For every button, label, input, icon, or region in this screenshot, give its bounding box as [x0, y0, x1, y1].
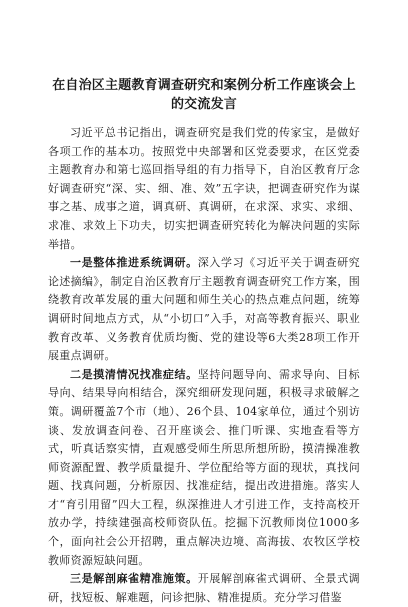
paragraph-text: 坚持问题导向、需求导向、目标导向、结果导向相结合，深究细研发现问题，积极寻求破解之策。调研覆盖7个市（地）、26个县、104家单位，通过个别访谈、发放调查问卷、召开座谈会、推门听课、实地查看等方式，听真话察实情，直观感受师生所思所想所盼，摸清操准教师资源配置、教学质量提升、学位配给等方面的现状，真找问题、找真问题，分析原因、找准症结，提出改进措施。落实人才“育引用留”四大工程，纵深推进人才引进工作，支持高校开放办学，持续建强高校师资队伍。挖掘下沉教师岗位1000多个，面向社会公开招聘，重点解决边境、高海拔、农牧区学校教师资源短缺问题。: [48, 367, 360, 567]
paragraph-section-1: [48, 254, 360, 366]
paragraph-intro: [48, 124, 360, 254]
paragraph-lead: 三是解剖麻雀精准施策。: [70, 572, 198, 586]
paragraph-text: 习近平总书记指出，调查研究是我们党的传家宝，是做好各项工作的基本功。按照党中央部署和区党委要求，在区党委主题教育办和第七巡回指导组的有力指导下，自治区教育厅念好调查研究“深、实、细、准、效”五字诀，把调查研究作为谋事之基、成事之道，调真研、真调研，在求深、求实、求细、求准、求效上下功夫，切实把调查研究转化为解决问题的实际举措。: [48, 126, 360, 251]
document-title: 在自治区主题教育调查研究和案例分析工作座谈会上的交流发言: [52, 78, 356, 112]
paragraph-text: 深入学习《习近平关于调查研究论述摘编》，制定自治区教育厅主题教育调查研究工作方案，围绕教育改革发展的重大问题和师生关心的热点难点问题，统筹调研时间地点方式，从“小切口”入手，对高等教育振兴、职业教育改革、义务教育优质均衡、党的建设等6大类28项工作开展重点调研。: [48, 256, 360, 363]
paragraph-text: 开展解剖麻雀式调研、全景式调研，找短板、解难题，问诊把脉、精准提质。充分学习借鉴: [48, 572, 360, 604]
paragraph-section-2: [48, 366, 360, 571]
paragraph-lead: 一是整体推进系统调研。: [70, 256, 198, 270]
paragraph-section-3: [48, 570, 360, 607]
paragraph-lead: 二是摸清情况找准症结。: [70, 367, 198, 381]
